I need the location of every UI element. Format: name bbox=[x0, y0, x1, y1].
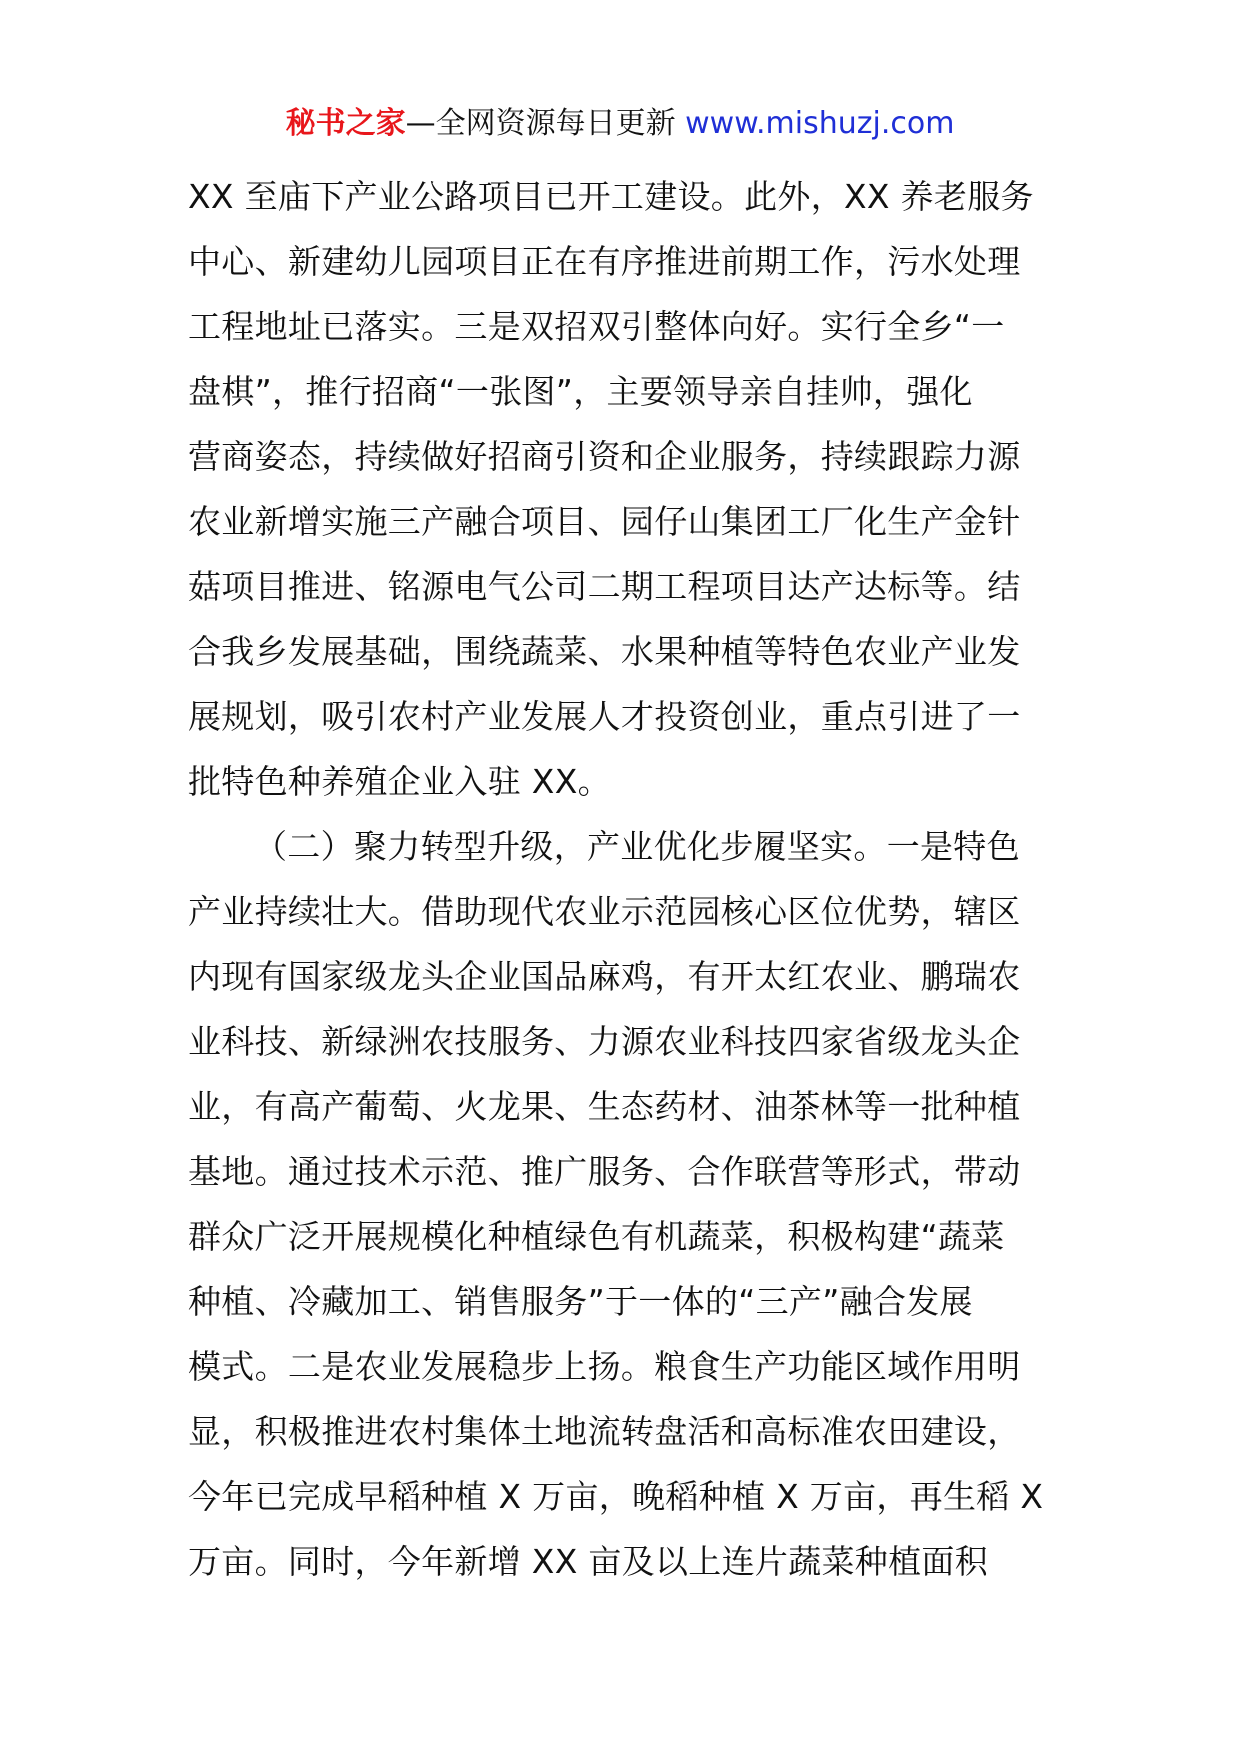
text-line-14: 业科技、新绿洲农技服务、力源农业科技四家省级龙头企 bbox=[188, 1022, 1021, 1061]
document-body bbox=[188, 164, 1058, 1594]
site-header bbox=[0, 104, 1240, 144]
text-line-6: 农业新增实施三产融合项目、园仔山集团工厂化生产金针 bbox=[188, 502, 1021, 541]
text-line-17: 群众广泛开展规模化种植绿色有机蔬菜，积极构建“蔬菜 bbox=[188, 1217, 1005, 1256]
text-line-11-paragraph-start: （二）聚力转型升级，产业优化步履坚实。一是特色 bbox=[254, 827, 1020, 866]
text-line-21: 今年已完成早稻种植 X 万亩，晚稻种植 X 万亩，再生稻 X bbox=[188, 1477, 1044, 1516]
text-line-16: 基地。通过技术示范、推广服务、合作联营等形式，带动 bbox=[188, 1152, 1021, 1191]
site-brand: 秘书之家 bbox=[285, 106, 406, 141]
text-line-4: 盘棋”，推行招商“一张图”，主要领导亲自挂帅，强化 bbox=[188, 372, 973, 411]
text-line-8: 合我乡发展基础，围绕蔬菜、水果种植等特色农业产业发 bbox=[188, 632, 1021, 671]
text-line-3: 工程地址已落实。三是双招双引整体向好。实行全乡“一 bbox=[188, 307, 1005, 346]
text-line-9: 展规划，吸引农村产业发展人才投资创业，重点引进了一 bbox=[188, 697, 1021, 736]
text-line-5: 营商姿态，持续做好招商引资和企业服务，持续跟踪力源 bbox=[188, 437, 1021, 476]
text-line-12: 产业持续壮大。借助现代农业示范园核心区位优势，辖区 bbox=[188, 892, 1021, 931]
text-line-7: 菇项目推进、铭源电气公司二期工程项目达产达标等。结 bbox=[188, 567, 1021, 606]
text-line-1: XX 至庙下产业公路项目已开工建设。此外，XX 养老服务 bbox=[188, 177, 1034, 216]
text-line-18: 种植、冷藏加工、销售服务”于一体的“三产”融合发展 bbox=[188, 1282, 973, 1321]
site-tagline: —全网资源每日更新 bbox=[405, 106, 686, 141]
text-line-22: 万亩。同时，今年新增 XX 亩及以上连片蔬菜种植面积 bbox=[188, 1542, 988, 1581]
text-line-20: 显，积极推进农村集体土地流转盘活和高标准农田建设， bbox=[188, 1412, 1021, 1451]
text-line-15: 业，有高产葡萄、火龙果、生态药材、油茶林等一批种植 bbox=[188, 1087, 1021, 1126]
text-line-2: 中心、新建幼儿园项目正在有序推进前期工作，污水处理 bbox=[188, 242, 1021, 281]
text-line-19: 模式。二是农业发展稳步上扬。粮食生产功能区域作用明 bbox=[188, 1347, 1021, 1386]
text-line-13: 内现有国家级龙头企业国品麻鸡，有开太红农业、鹏瑞农 bbox=[188, 957, 1021, 996]
site-url-link[interactable]: www.mishuzj.com bbox=[685, 106, 955, 141]
text-line-10: 批特色种养殖企业入驻 XX。 bbox=[188, 762, 611, 801]
